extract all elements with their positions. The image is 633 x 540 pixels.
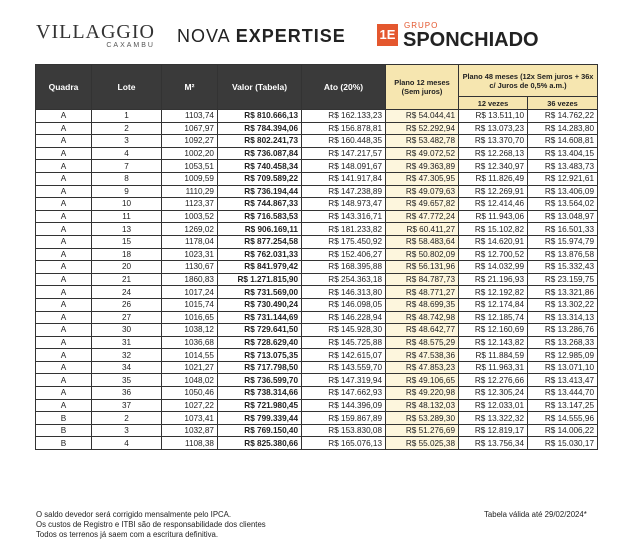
quadra-cell: A [36, 374, 92, 387]
vezes36-cell: R$ 13.564,02 [528, 198, 598, 211]
ato-cell: R$ 160.448,35 [302, 135, 386, 148]
ato-cell: R$ 147.238,89 [302, 185, 386, 198]
m2-cell: 1021,27 [162, 361, 218, 374]
vezes12-cell: R$ 12.305,24 [459, 387, 528, 400]
table-row [36, 273, 598, 286]
lote-cell: 20 [92, 261, 162, 274]
m2-cell: 1269,02 [162, 223, 218, 236]
m2-cell: 1014,55 [162, 349, 218, 362]
valor-cell: R$ 731.144,69 [218, 311, 302, 324]
table-row [36, 185, 598, 198]
header-valor: Valor (Tabela) [218, 65, 302, 110]
plano12-cell: R$ 60.411,27 [386, 223, 459, 236]
table-row [36, 248, 598, 261]
footnote-ipca: O saldo devedor será corrigido mensalmente pelo IPCA. [36, 510, 232, 519]
vezes36-cell: R$ 14.006,22 [528, 424, 598, 437]
table-row [36, 147, 598, 160]
vezes36-cell: R$ 15.332,43 [528, 261, 598, 274]
m2-cell: 1050,46 [162, 387, 218, 400]
lote-cell: 34 [92, 361, 162, 374]
lote-cell: 26 [92, 298, 162, 311]
valor-cell: R$ 740.458,34 [218, 160, 302, 173]
quadra-cell: A [36, 198, 92, 211]
ato-cell: R$ 143.316,71 [302, 210, 386, 223]
lote-cell: 9 [92, 185, 162, 198]
quadra-cell: A [36, 273, 92, 286]
table-row [36, 122, 598, 135]
plano12-cell: R$ 49.657,82 [386, 198, 459, 211]
vezes36-cell: R$ 13.404,15 [528, 147, 598, 160]
ato-cell: R$ 152.406,27 [302, 248, 386, 261]
plano12-cell: R$ 48.699,35 [386, 298, 459, 311]
table-row [36, 336, 598, 349]
m2-cell: 1017,24 [162, 286, 218, 299]
ato-cell: R$ 181.233,82 [302, 223, 386, 236]
m2-cell: 1110,29 [162, 185, 218, 198]
m2-cell: 1027,22 [162, 399, 218, 412]
quadra-cell: A [36, 110, 92, 123]
vezes12-cell: R$ 13.073,23 [459, 122, 528, 135]
vezes36-cell: R$ 12.985,09 [528, 349, 598, 362]
m2-cell: 1053,51 [162, 160, 218, 173]
lote-cell: 3 [92, 424, 162, 437]
m2-cell: 1103,74 [162, 110, 218, 123]
ato-cell: R$ 165.076,13 [302, 437, 386, 450]
table-row [36, 110, 598, 123]
vezes36-cell: R$ 13.413,47 [528, 374, 598, 387]
table-row [36, 223, 598, 236]
vezes36-cell: R$ 12.921,61 [528, 172, 598, 185]
quadra-cell: A [36, 261, 92, 274]
table-row [36, 424, 598, 437]
lote-cell: 18 [92, 248, 162, 261]
quadra-cell: A [36, 311, 92, 324]
plano12-cell: R$ 55.025,38 [386, 437, 459, 450]
vezes12-cell: R$ 13.511,10 [459, 110, 528, 123]
plano12-cell: R$ 49.220,98 [386, 387, 459, 400]
logo-bar [0, 0, 633, 62]
quadra-cell: A [36, 349, 92, 362]
table-row [36, 374, 598, 387]
valor-cell: R$ 810.666,13 [218, 110, 302, 123]
sponchiado-mark-icon: 1E [377, 24, 398, 46]
plano12-cell: R$ 52.292,94 [386, 122, 459, 135]
lote-cell: 31 [92, 336, 162, 349]
vezes12-cell: R$ 11.884,59 [459, 349, 528, 362]
ato-cell: R$ 147.662,93 [302, 387, 386, 400]
ato-cell: R$ 146.098,05 [302, 298, 386, 311]
table-row [36, 412, 598, 425]
quadra-cell: A [36, 160, 92, 173]
vezes36-cell: R$ 14.283,80 [528, 122, 598, 135]
vezes36-cell: R$ 13.147,25 [528, 399, 598, 412]
lote-cell: 27 [92, 311, 162, 324]
vezes12-cell: R$ 11.943,06 [459, 210, 528, 223]
header-12-vezes: 12 vezes [459, 97, 528, 110]
quadra-cell: A [36, 135, 92, 148]
ato-cell: R$ 146.228,94 [302, 311, 386, 324]
lote-cell: 3 [92, 135, 162, 148]
vezes12-cell: R$ 12.269,91 [459, 185, 528, 198]
m2-cell: 1002,20 [162, 147, 218, 160]
ato-cell: R$ 156.878,81 [302, 122, 386, 135]
price-table [35, 64, 598, 450]
plano12-cell: R$ 49.079,63 [386, 185, 459, 198]
quadra-cell: A [36, 387, 92, 400]
plano12-cell: R$ 56.131,96 [386, 261, 459, 274]
vezes12-cell: R$ 12.143,82 [459, 336, 528, 349]
valor-cell: R$ 784.394,06 [218, 122, 302, 135]
ato-cell: R$ 153.830,08 [302, 424, 386, 437]
table-row [36, 172, 598, 185]
lote-cell: 10 [92, 198, 162, 211]
sponchiado-grupo: GRUPO [404, 21, 439, 30]
vezes36-cell: R$ 23.159,75 [528, 273, 598, 286]
lote-cell: 8 [92, 172, 162, 185]
table-row [36, 160, 598, 173]
vezes12-cell: R$ 12.192,82 [459, 286, 528, 299]
quadra-cell: A [36, 223, 92, 236]
vezes36-cell: R$ 15.974,79 [528, 235, 598, 248]
sponchiado-wordmark: SPONCHIADO [403, 29, 539, 51]
valor-cell: R$ 716.583,53 [218, 210, 302, 223]
valor-cell: R$ 877.254,58 [218, 235, 302, 248]
lote-cell: 2 [92, 122, 162, 135]
vezes36-cell: R$ 13.406,09 [528, 185, 598, 198]
ato-cell: R$ 147.319,94 [302, 374, 386, 387]
plano12-cell: R$ 48.575,29 [386, 336, 459, 349]
ato-cell: R$ 148.091,67 [302, 160, 386, 173]
lote-cell: 36 [92, 387, 162, 400]
valor-cell: R$ 728.629,40 [218, 336, 302, 349]
table-row [36, 399, 598, 412]
m2-cell: 1003,52 [162, 210, 218, 223]
plano12-cell: R$ 49.072,52 [386, 147, 459, 160]
nova-wordmark: NOVA [177, 26, 230, 46]
vezes36-cell: R$ 13.268,33 [528, 336, 598, 349]
valor-cell: R$ 736.194,44 [218, 185, 302, 198]
quadra-cell: A [36, 324, 92, 337]
table-row [36, 349, 598, 362]
quadra-cell: A [36, 399, 92, 412]
ato-cell: R$ 146.313,80 [302, 286, 386, 299]
lote-cell: 21 [92, 273, 162, 286]
m2-cell: 1130,67 [162, 261, 218, 274]
m2-cell: 1178,04 [162, 235, 218, 248]
vezes12-cell: R$ 12.174,84 [459, 298, 528, 311]
ato-cell: R$ 141.917,84 [302, 172, 386, 185]
plano12-cell: R$ 50.802,09 [386, 248, 459, 261]
price-table-body [36, 110, 598, 450]
ato-cell: R$ 162.133,23 [302, 110, 386, 123]
m2-cell: 1123,37 [162, 198, 218, 211]
plano12-cell: R$ 53.289,30 [386, 412, 459, 425]
vezes36-cell: R$ 13.071,10 [528, 361, 598, 374]
lote-cell: 7 [92, 160, 162, 173]
valor-cell: R$ 736.599,70 [218, 374, 302, 387]
vezes36-cell: R$ 13.314,13 [528, 311, 598, 324]
villaggio-wordmark: VILLAGGIO [36, 21, 155, 43]
lote-cell: 37 [92, 399, 162, 412]
lote-cell: 13 [92, 223, 162, 236]
plano12-cell: R$ 53.482,78 [386, 135, 459, 148]
plano12-cell: R$ 47.538,36 [386, 349, 459, 362]
table-row [36, 135, 598, 148]
m2-cell: 1092,27 [162, 135, 218, 148]
table-row [36, 437, 598, 450]
table-row [36, 387, 598, 400]
plano12-cell: R$ 47.853,23 [386, 361, 459, 374]
vezes36-cell: R$ 16.501,33 [528, 223, 598, 236]
quadra-cell: A [36, 336, 92, 349]
plano12-cell: R$ 48.132,03 [386, 399, 459, 412]
valor-cell: R$ 762.031,33 [218, 248, 302, 261]
vezes12-cell: R$ 14.620,91 [459, 235, 528, 248]
vezes36-cell: R$ 13.048,97 [528, 210, 598, 223]
quadra-cell: B [36, 424, 92, 437]
lote-cell: 4 [92, 147, 162, 160]
ato-cell: R$ 145.725,88 [302, 336, 386, 349]
vezes12-cell: R$ 12.160,69 [459, 324, 528, 337]
vezes12-cell: R$ 12.185,74 [459, 311, 528, 324]
m2-cell: 1073,41 [162, 412, 218, 425]
plano12-cell: R$ 49.106,65 [386, 374, 459, 387]
vezes12-cell: R$ 12.700,52 [459, 248, 528, 261]
valor-cell: R$ 799.339,44 [218, 412, 302, 425]
quadra-cell: A [36, 298, 92, 311]
nova-expertise-logo [177, 26, 346, 47]
vezes36-cell: R$ 14.555,96 [528, 412, 598, 425]
vezes36-cell: R$ 14.762,22 [528, 110, 598, 123]
quadra-cell: A [36, 147, 92, 160]
quadra-cell: A [36, 248, 92, 261]
vezes12-cell: R$ 13.322,32 [459, 412, 528, 425]
table-row [36, 311, 598, 324]
header-ato: Ato (20%) [302, 65, 386, 110]
vezes12-cell: R$ 14.032,99 [459, 261, 528, 274]
vezes12-cell: R$ 15.102,82 [459, 223, 528, 236]
expertise-wordmark: EXPERTISE [235, 26, 346, 46]
ato-cell: R$ 175.450,92 [302, 235, 386, 248]
ato-cell: R$ 159.867,89 [302, 412, 386, 425]
valor-cell: R$ 729.641,50 [218, 324, 302, 337]
valor-cell: R$ 841.979,42 [218, 261, 302, 274]
lote-cell: 1 [92, 110, 162, 123]
vezes12-cell: R$ 11.826,49 [459, 172, 528, 185]
plano12-cell: R$ 48.642,77 [386, 324, 459, 337]
lote-cell: 4 [92, 437, 162, 450]
table-row [36, 298, 598, 311]
vezes12-cell: R$ 11.963,31 [459, 361, 528, 374]
vezes12-cell: R$ 21.196,93 [459, 273, 528, 286]
table-row [36, 324, 598, 337]
valor-cell: R$ 825.380,66 [218, 437, 302, 450]
m2-cell: 1048,02 [162, 374, 218, 387]
validity-note: Tabela válida até 29/02/2024* [484, 510, 587, 519]
lote-cell: 2 [92, 412, 162, 425]
quadra-cell: A [36, 210, 92, 223]
header-36-vezes: 36 vezes [528, 97, 598, 110]
villaggio-logo [36, 22, 155, 49]
vezes12-cell: R$ 13.370,70 [459, 135, 528, 148]
plano12-cell: R$ 48.771,27 [386, 286, 459, 299]
footnotes [36, 510, 266, 540]
m2-cell: 1860,83 [162, 273, 218, 286]
vezes36-cell: R$ 15.030,17 [528, 437, 598, 450]
quadra-cell: A [36, 286, 92, 299]
table-row [36, 235, 598, 248]
ato-cell: R$ 142.615,07 [302, 349, 386, 362]
lote-cell: 32 [92, 349, 162, 362]
lote-cell: 35 [92, 374, 162, 387]
header-quadra: Quadra [36, 65, 92, 110]
valor-cell: R$ 730.490,24 [218, 298, 302, 311]
table-row [36, 210, 598, 223]
vezes36-cell: R$ 14.608,81 [528, 135, 598, 148]
ato-cell: R$ 145.928,30 [302, 324, 386, 337]
plano12-cell: R$ 47.305,95 [386, 172, 459, 185]
table-row [36, 261, 598, 274]
ato-cell: R$ 254.363,18 [302, 273, 386, 286]
header-plano48: Plano 48 meses (12x Sem juros + 36x c/ Juros de 0,5% a.m.) [459, 65, 598, 97]
plano12-cell: R$ 47.772,24 [386, 210, 459, 223]
ato-cell: R$ 148.973,47 [302, 198, 386, 211]
quadra-cell: B [36, 412, 92, 425]
plano12-cell: R$ 51.276,69 [386, 424, 459, 437]
header-plano12: Plano 12 meses (Sem juros) [386, 65, 459, 110]
quadra-cell: A [36, 235, 92, 248]
m2-cell: 1032,87 [162, 424, 218, 437]
quadra-cell: B [36, 437, 92, 450]
plano12-cell: R$ 48.742,98 [386, 311, 459, 324]
plano12-cell: R$ 84.787,73 [386, 273, 459, 286]
m2-cell: 1023,31 [162, 248, 218, 261]
valor-cell: R$ 1.271.815,90 [218, 273, 302, 286]
valor-cell: R$ 713.075,35 [218, 349, 302, 362]
quadra-cell: A [36, 122, 92, 135]
vezes12-cell: R$ 12.819,17 [459, 424, 528, 437]
header-m2: M² [162, 65, 218, 110]
vezes36-cell: R$ 13.876,58 [528, 248, 598, 261]
table-row [36, 361, 598, 374]
vezes36-cell: R$ 13.444,70 [528, 387, 598, 400]
valor-cell: R$ 802.241,73 [218, 135, 302, 148]
m2-cell: 1067,97 [162, 122, 218, 135]
valor-cell: R$ 738.314,66 [218, 387, 302, 400]
lote-cell: 24 [92, 286, 162, 299]
header-lote: Lote [92, 65, 162, 110]
valor-cell: R$ 744.867,33 [218, 198, 302, 211]
plano12-cell: R$ 54.044,41 [386, 110, 459, 123]
m2-cell: 1016,65 [162, 311, 218, 324]
valor-cell: R$ 709.589,22 [218, 172, 302, 185]
table-row [36, 286, 598, 299]
quadra-cell: A [36, 172, 92, 185]
valor-cell: R$ 717.798,50 [218, 361, 302, 374]
lote-cell: 30 [92, 324, 162, 337]
lote-cell: 15 [92, 235, 162, 248]
vezes36-cell: R$ 13.286,76 [528, 324, 598, 337]
ato-cell: R$ 168.395,88 [302, 261, 386, 274]
quadra-cell: A [36, 361, 92, 374]
vezes36-cell: R$ 13.302,22 [528, 298, 598, 311]
villaggio-subtitle: CAXAMBU [106, 42, 155, 49]
ato-cell: R$ 143.559,70 [302, 361, 386, 374]
vezes12-cell: R$ 12.414,46 [459, 198, 528, 211]
vezes12-cell: R$ 12.268,13 [459, 147, 528, 160]
valor-cell: R$ 736.087,84 [218, 147, 302, 160]
m2-cell: 1009,59 [162, 172, 218, 185]
vezes12-cell: R$ 12.033,01 [459, 399, 528, 412]
m2-cell: 1015,74 [162, 298, 218, 311]
valor-cell: R$ 769.150,40 [218, 424, 302, 437]
ato-cell: R$ 147.217,57 [302, 147, 386, 160]
vezes12-cell: R$ 12.340,97 [459, 160, 528, 173]
valor-cell: R$ 731.569,00 [218, 286, 302, 299]
vezes36-cell: R$ 13.483,73 [528, 160, 598, 173]
m2-cell: 1036,68 [162, 336, 218, 349]
quadra-cell: A [36, 185, 92, 198]
valor-cell: R$ 721.980,45 [218, 399, 302, 412]
vezes12-cell: R$ 13.756,34 [459, 437, 528, 450]
vezes12-cell: R$ 12.276,66 [459, 374, 528, 387]
ato-cell: R$ 144.396,09 [302, 399, 386, 412]
vezes36-cell: R$ 13.321,86 [528, 286, 598, 299]
plano12-cell: R$ 49.363,89 [386, 160, 459, 173]
m2-cell: 1038,12 [162, 324, 218, 337]
table-row [36, 198, 598, 211]
plano12-cell: R$ 58.483,64 [386, 235, 459, 248]
footnote-escritura: Todos os terrenos já saem com a escritura definitiva. [36, 530, 219, 539]
m2-cell: 1108,38 [162, 437, 218, 450]
lote-cell: 11 [92, 210, 162, 223]
footnote-registro: Os custos de Registro e ITBI são de responsabilidade dos clientes [36, 520, 266, 529]
valor-cell: R$ 906.169,11 [218, 223, 302, 236]
